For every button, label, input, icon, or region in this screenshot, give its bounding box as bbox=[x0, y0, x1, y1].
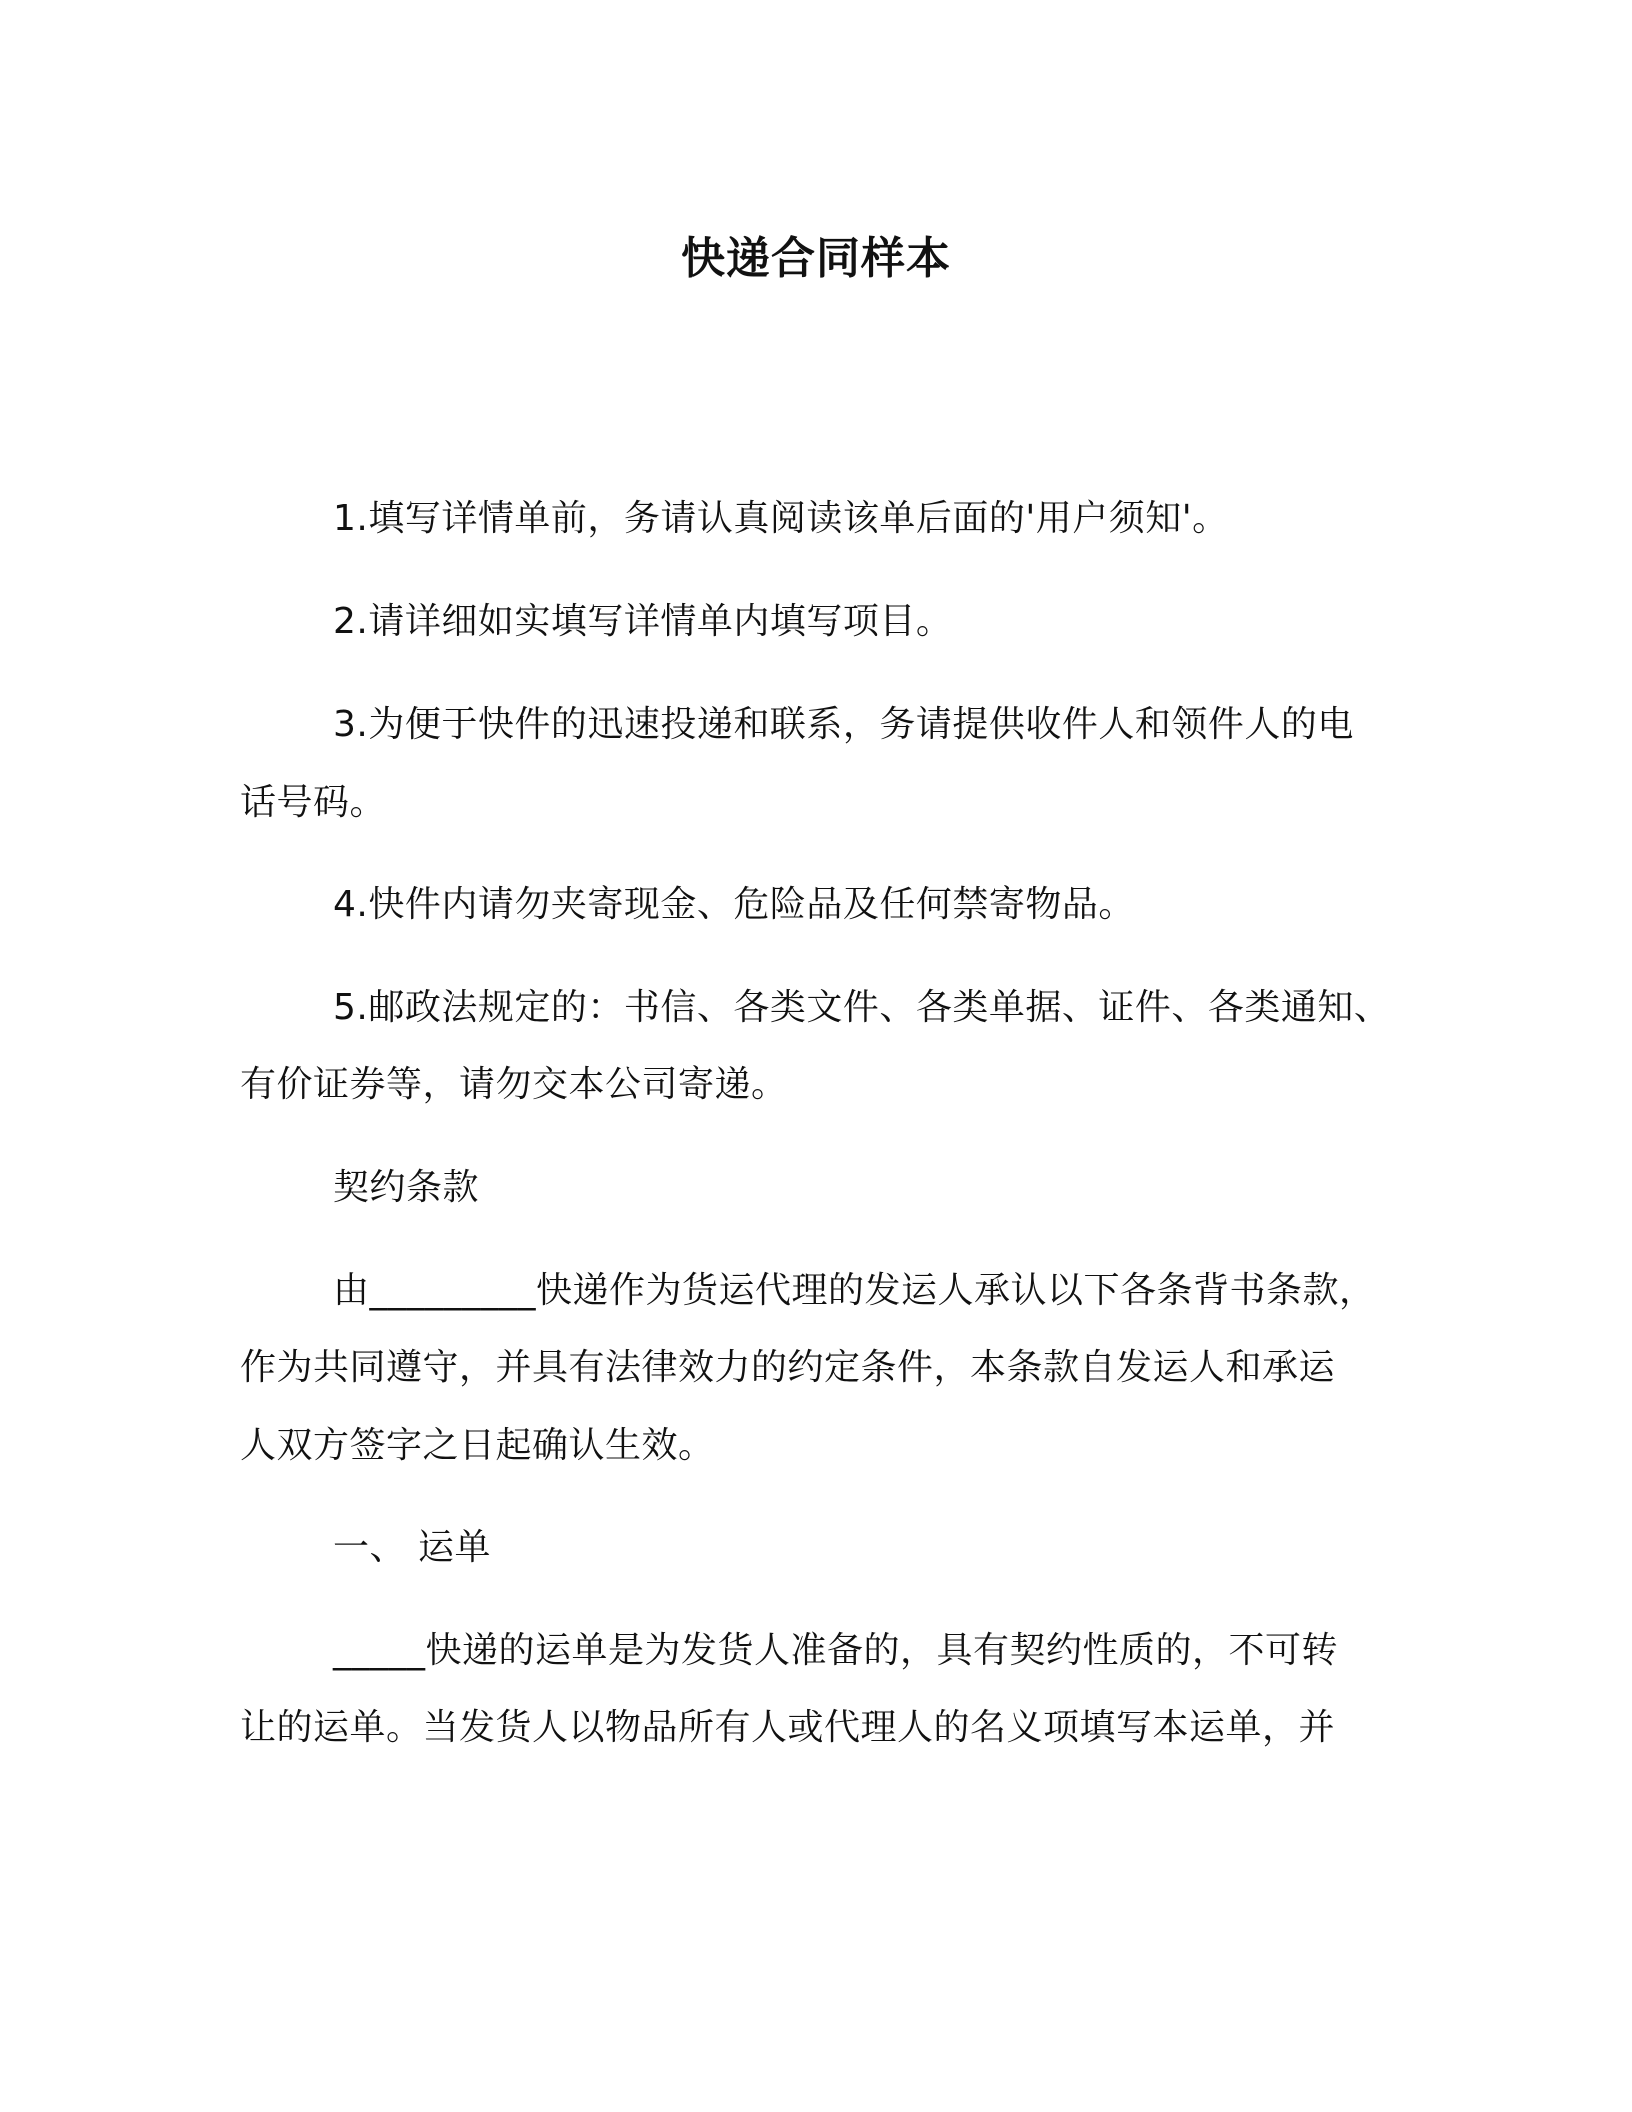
notice-item-4: 4.快件内请勿夹寄现金、危险品及任何禁寄物品。 bbox=[333, 884, 1135, 925]
terms-paragraph-line-2: 作为共同遵守，并具有法律效力的约定条件，本条款自发运人和承运 bbox=[240, 1347, 1336, 1388]
waybill-paragraph-line-1: _____快递的运单是为发货人准备的，具有契约性质的，不可转 bbox=[333, 1630, 1339, 1671]
waybill-paragraph-line-2: 让的运单。当发货人以物品所有人或代理人的名义项填写本运单，并 bbox=[240, 1707, 1336, 1748]
section-heading-waybill: 一、 运单 bbox=[333, 1527, 491, 1568]
notice-item-3-cont: 话号码。 bbox=[240, 782, 387, 823]
document-title: 快递合同样本 bbox=[681, 233, 951, 284]
notice-item-5: 5.邮政法规定的：书信、各类文件、各类单据、证件、各类通知、 bbox=[333, 987, 1391, 1028]
terms-paragraph-line-1: 由_________快递作为货运代理的发运人承认以下各条背书条款， bbox=[333, 1270, 1376, 1311]
notice-item-2: 2.请详细如实填写详情单内填写项目。 bbox=[333, 601, 953, 642]
notice-item-3: 3.为便于快件的迅速投递和联系，务请提供收件人和领件人的电 bbox=[333, 704, 1354, 745]
notice-item-5-cont: 有价证券等，请勿交本公司寄递。 bbox=[240, 1064, 788, 1105]
notice-item-1: 1.填写详情单前，务请认真阅读该单后面的'用户须知'。 bbox=[333, 498, 1229, 539]
section-heading-terms: 契约条款 bbox=[333, 1167, 480, 1208]
terms-paragraph-line-3: 人双方签字之日起确认生效。 bbox=[240, 1425, 715, 1466]
